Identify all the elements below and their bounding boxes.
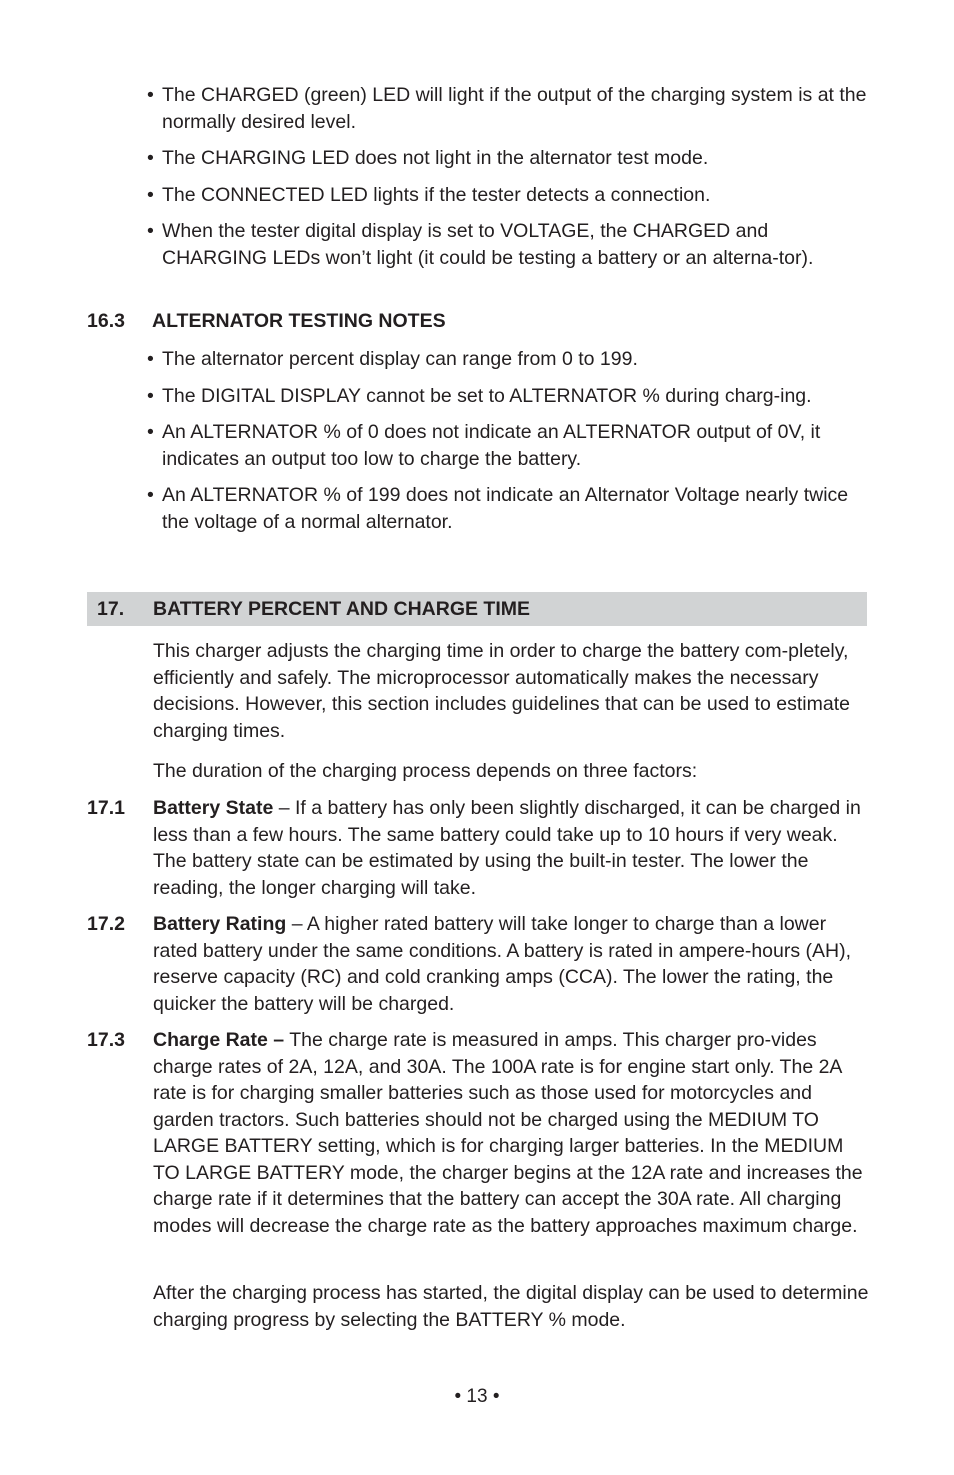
list-item — [147, 419, 869, 472]
bullet-icon: • — [147, 183, 154, 206]
section-number: 16.3 — [87, 310, 125, 332]
bullet-icon: • — [147, 384, 154, 407]
list-item — [147, 383, 869, 410]
subsection-17-2 — [87, 911, 869, 1017]
bullet-icon: • — [147, 84, 154, 106]
closing-paragraph: After the charging process has started, the digital display can be used to determine charging progress by selecting the BATTERY % mode. — [153, 1282, 869, 1331]
list-item-text: The DIGITAL DISPLAY cannot be set to ALTERNATOR % during charg-ing. — [162, 384, 812, 407]
subsection-lead: Battery State — [153, 797, 274, 819]
section-heading-17 — [87, 592, 867, 626]
subsection-lead: Charge Rate – — [153, 1029, 285, 1051]
bullet-icon: • — [147, 421, 154, 443]
alternator-notes-list — [147, 346, 869, 535]
list-item — [147, 482, 869, 535]
list-item-text: The CONNECTED LED lights if the tester detects a connection. — [162, 183, 711, 206]
subsection-text: The charge rate is measured in amps. This charger pro-vides charge rates of 2A, 12A, and 30A. The 100A rate is for engine start only. The 2A rate is for charging smaller batteries such as those used for motorcycles and garden tractors. Such batteries should not be charged using the MEDIUM TO LARGE BATTERY setting, which is for charging larger batteries. In the MEDIUM TO LARGE BATTERY mode, the charger begins at the 12A rate and increases the charge rate if it determines that the battery can accept the 30A rate. All charging modes will decrease the charge rate as the battery approaches maximum charge. — [153, 1029, 863, 1237]
list-item-text: When the tester digital display is set to VOLTAGE, the CHARGED and CHARGING LEDs won’t light (it could be testing a battery or an alterna-tor). — [162, 220, 814, 269]
subsection-17-3 — [87, 1027, 869, 1239]
subsection-body — [153, 1027, 869, 1239]
subsection-body — [153, 795, 869, 901]
list-item — [147, 145, 869, 172]
section-title: ALTERNATOR TESTING NOTES — [152, 310, 446, 332]
section-heading-16-3 — [87, 308, 867, 334]
subsection-number: 17.3 — [87, 1029, 125, 1051]
bullet-icon: • — [147, 147, 154, 169]
led-notes-list — [147, 82, 869, 271]
list-item — [147, 218, 869, 271]
subsection-body — [153, 911, 869, 1017]
section-number: 17. — [97, 598, 125, 620]
section-title: BATTERY PERCENT AND CHARGE TIME — [153, 598, 531, 620]
list-item-text: An ALTERNATOR % of 199 does not indicate an Alternator Voltage nearly twice the voltage of a normal alternator. — [162, 484, 849, 533]
bullet-icon: • — [147, 348, 154, 370]
list-item — [147, 346, 869, 373]
list-item — [147, 82, 869, 135]
list-item-text: The CHARGED (green) LED will light if the output of the charging system is at the normally desired level. — [162, 84, 867, 133]
factors-intro: The duration of the charging process depends on three factors: — [153, 760, 698, 782]
bullet-icon: • — [147, 220, 154, 242]
subsection-17-1 — [87, 795, 869, 901]
bullet-icon: • — [147, 484, 154, 506]
page-number: • 13 • — [454, 1386, 500, 1407]
subsection-number: 17.2 — [87, 913, 125, 935]
list-item-text: An ALTERNATOR % of 0 does not indicate an ALTERNATOR output of 0V, it indicates an output too low to charge the battery. — [162, 421, 821, 470]
intro-paragraph: This charger adjusts the charging time in order to charge the battery com-pletely, efficiently and safely. The microprocessor automatically makes the necessary decisions. However, this section includes guidelines that can be used to estimate charging times. — [153, 640, 850, 742]
subsection-text: – If a battery has only been slightly discharged, it can be charged in less than a few hours. The same battery could take up to 10 hours if very weak. The battery state can be estimated by using the built-in tester. The lower the reading, the longer charging will take. — [153, 797, 861, 899]
list-item-text: The CHARGING LED does not light in the alternator test mode. — [162, 147, 709, 169]
list-item-text: The alternator percent display can range from 0 to 199. — [162, 348, 638, 370]
subsection-text: – A higher rated battery will take longer to charge than a lower rated battery under the same conditions. A battery is rated in ampere-hours (AH), reserve capacity (RC) and cold cranking amps (CCA). The lower the rating, the quicker the battery will be charged. — [153, 913, 852, 1015]
list-item — [147, 182, 869, 209]
subsection-number: 17.1 — [87, 797, 125, 819]
subsection-lead: Battery Rating — [153, 913, 287, 935]
